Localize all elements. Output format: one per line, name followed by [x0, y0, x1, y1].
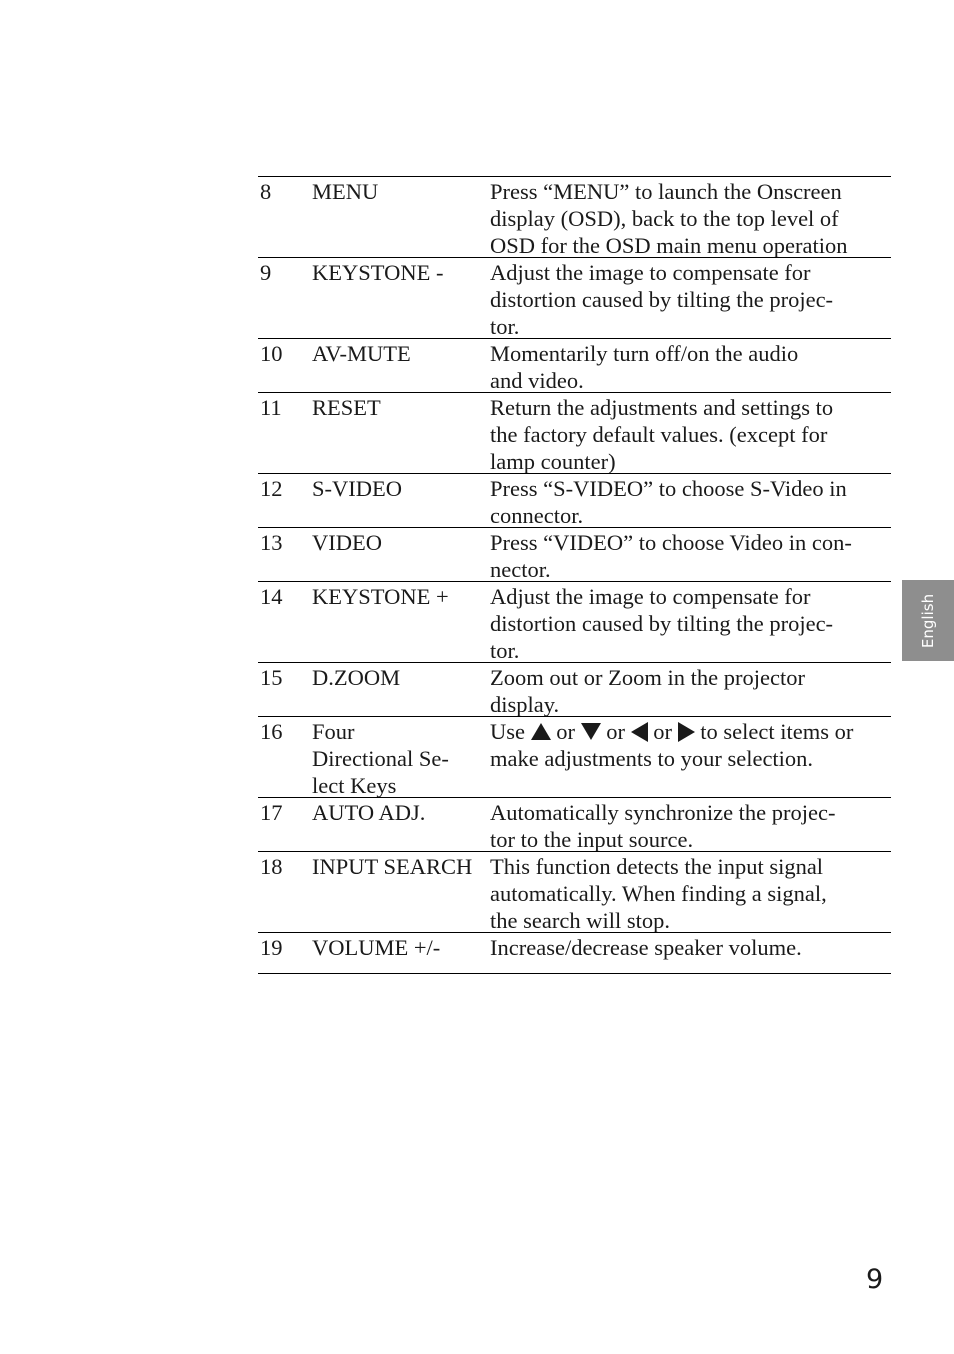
arrow-left-icon — [631, 722, 648, 742]
desc-text: or — [556, 719, 575, 744]
row-number: 18 — [260, 854, 283, 879]
key-description: Adjust the image to compensate for distortion caused by tilting the projec- tor. — [490, 584, 834, 663]
table-row — [258, 851, 891, 932]
row-number: 17 — [260, 800, 283, 825]
key-description: Momentarily turn off/on the audio and video. — [490, 341, 799, 393]
table-row — [258, 716, 891, 797]
row-number: 12 — [260, 476, 283, 501]
desc-text: Use — [490, 719, 525, 744]
row-number: 8 — [260, 179, 272, 204]
page-number: 9 — [866, 1264, 884, 1295]
row-number: 15 — [260, 665, 283, 690]
language-tab-label: English — [919, 593, 937, 648]
key-name: KEYSTONE + — [312, 584, 449, 609]
key-description — [490, 718, 891, 772]
row-number: 9 — [260, 260, 272, 285]
table-row — [258, 932, 891, 973]
key-name: AV-MUTE — [312, 341, 411, 366]
row-number: 14 — [260, 584, 283, 609]
key-description: Press “MENU” to launch the Onscreen display (OSD), back to the top level of OSD for the OSD main menu operation — [490, 179, 848, 258]
key-description: Increase/decrease speaker volume. — [490, 935, 802, 960]
row-number: 19 — [260, 935, 283, 960]
key-description: Adjust the image to compensate for distortion caused by tilting the projec- tor. — [490, 260, 834, 339]
key-name: KEYSTONE - — [312, 260, 444, 285]
row-number: 16 — [260, 719, 283, 744]
key-description: Press “S-VIDEO” to choose S-Video in connector. — [490, 476, 847, 528]
key-description: Automatically synchronize the projec- tor to the input source. — [490, 800, 836, 852]
table-row — [258, 473, 891, 527]
desc-text: make adjustments to your selection. — [490, 746, 814, 771]
row-number: 11 — [260, 395, 282, 420]
table-row — [258, 257, 891, 338]
key-description: Press “VIDEO” to choose Video in con- nector. — [490, 530, 852, 582]
table-row — [258, 797, 891, 851]
key-description: Return the adjustments and settings to the factory default values. (except for lamp counter) — [490, 395, 834, 474]
table-row — [258, 527, 891, 581]
key-name: Four Directional Se- lect Keys — [312, 719, 449, 798]
arrow-down-icon — [581, 723, 601, 740]
row-number: 10 — [260, 341, 283, 366]
key-name: RESET — [312, 395, 381, 420]
table-row — [258, 338, 891, 392]
desc-text: or — [606, 719, 625, 744]
key-description: Zoom out or Zoom in the projector display. — [490, 665, 805, 717]
key-name: S-VIDEO — [312, 476, 402, 501]
key-name: AUTO ADJ. — [312, 800, 426, 825]
table-row — [258, 662, 891, 716]
language-tab — [902, 580, 954, 661]
table-row — [258, 177, 891, 257]
table-row — [258, 581, 891, 662]
arrow-right-icon — [678, 722, 695, 742]
key-name: D.ZOOM — [312, 665, 401, 690]
key-name: VIDEO — [312, 530, 382, 555]
desc-text: to select items or — [700, 719, 854, 744]
desc-text: or — [653, 719, 672, 744]
arrow-up-icon — [531, 723, 551, 740]
table-row — [258, 392, 891, 473]
key-description: This function detects the input signal automatically. When finding a signal, the search will stop. — [490, 854, 827, 933]
row-number: 13 — [260, 530, 283, 555]
remote-key-table — [258, 176, 891, 974]
key-name: MENU — [312, 179, 379, 204]
key-name: INPUT SEARCH — [312, 854, 473, 879]
key-name: VOLUME +/- — [312, 935, 441, 960]
